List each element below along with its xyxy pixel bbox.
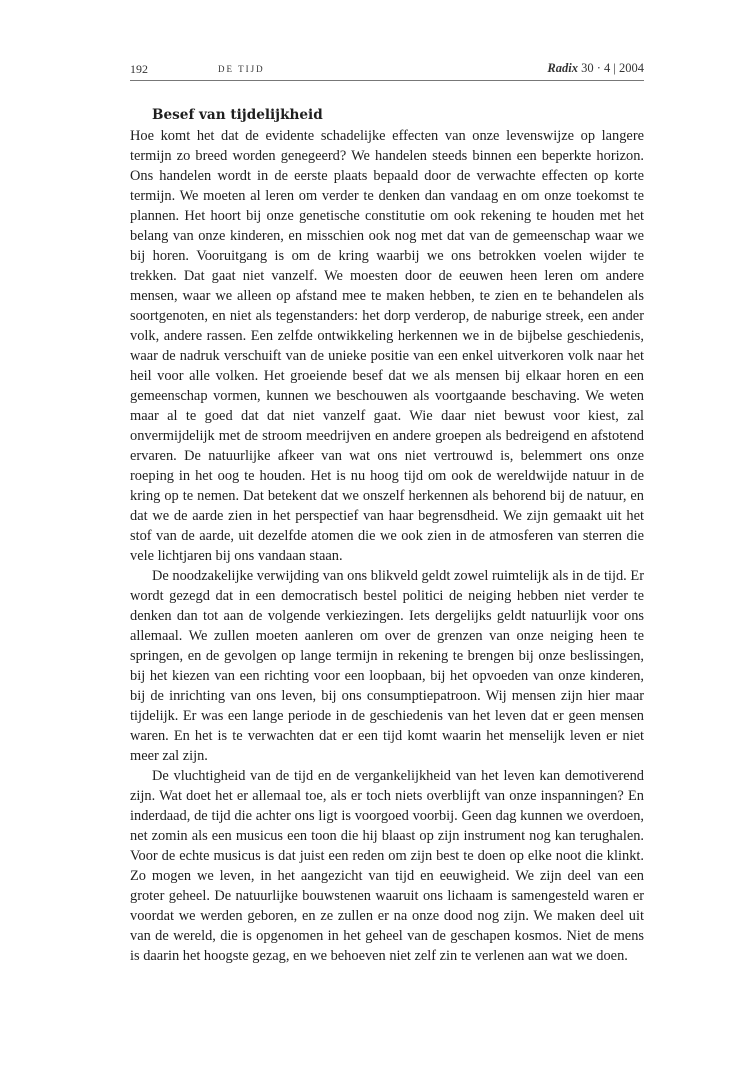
section-heading: Besef van tijdelijkheid [152, 107, 323, 123]
running-header [130, 60, 644, 81]
journal-issue: 30 · 4 | 2004 [577, 61, 644, 75]
journal-name: Radix [547, 61, 578, 75]
page-number: 192 [130, 62, 148, 76]
journal-citation [547, 61, 644, 76]
article-body [130, 104, 644, 966]
paragraph: De vluchtigheid van de tijd en de vergankelijkheid van het leven kan demotiverend zijn. Wat doet het er allemaal toe, als er toch niets overblijft van onze inspanningen? En inderdaad, de tijd die achter ons ligt is voorgoed voorbij. Geen dag kunnen we overdoen, net zomin als een musicus een toon die hij blaast op zijn instrument nog kan terughalen. Voor de echte musicus is dat juist een reden om zijn best te doen op elke noot die klinkt. Zo mogen we leven, in het aangezicht van tijd en eeuwigheid. We zijn deel van een groter geheel. De natuurlijke bouwstenen waaruit ons lichaam is samengesteld waren er voordat we werden geboren, en ze zullen er na onze dood nog zijn. We maken deel uit van de wereld, die is opgenomen in het geheel van de geschapen kosmos. Niet de mens is daarin het hoogste gezag, en we behoeven niet zelf zin te verlenen aan wat we doen. [130, 768, 644, 964]
section-title: DE TIJD [218, 64, 265, 74]
paragraph: Hoe komt het dat de evidente schadelijke effecten van onze levenswijze op langere termijn zo breed worden genegeerd? We handelen steeds binnen een beperkte horizon. Ons handelen wordt in de eerste plaats bepaald door de verwachte effecten op korte termijn. We moeten al leren om verder te denken dan vandaag en om onze toekomst te plannen. Het hoort bij onze genetische constitutie om ook rekening te houden met het belang van onze kinderen, en misschien ook nog met dat van de gemeenschap waar we bij horen. Vooruitgang is om de kring waarbij we ons betrokken voelen wijder te trekken. Dat gaat niet vanzelf. We moesten door de eeuwen heen leren om andere mensen, waar we alleen op afstand mee te maken hebben, te zien en te behandelen als soortgenoten, en niet als tegenstanders: het dorp verderop, de naburige streek, een ander volk, andere rassen. Een zelfde ontwikkeling herkennen we in de bijbelse geschiedenis, waar de nadruk verschuift van de unieke positie van een enkel uitverkoren volk naar het heil voor alle volken. Het groeiende besef dat we als mensen bij elkaar horen en een gemeenschap vormen, kunnen we beschouwen als voortgaande beschaving. We weten maar al te goed dat dat niet vanzelf gaat. Wie daar niet bewust voor kiest, zal onvermijdelijk met de stroom meedrijven en andere groepen als bedreigend en afstotend ervaren. De natuurlijke afkeer van wat ons niet vertrouwd is, belemmert ons onze roeping in het oog te houden. Het is nu hoog tijd om ook de wereldwijde natuur in de kring op te nemen. Dat betekent dat we onszelf herkennen als behorend bij de natuur, en dat we de aarde zien in het perspectief van haar begrensdheid. We zijn gemaakt uit het stof van de aarde, uit dezelfde atomen die we ook zien in de atmosferen van sterren die vele lichtjaren bij ons vandaan staan. [130, 128, 644, 564]
paragraph: De noodzakelijke verwijding van ons blikveld geldt zowel ruimtelijk als in de tijd. Er wordt gezegd dat in een democratisch bestel politici de neiging hebben niet verder te denken dan tot aan de volgende verkiezingen. Iets dergelijks geldt natuurlijk voor ons allemaal. We zullen moeten aanleren om over de grenzen van onze neiging heen te springen, en de gevolgen op lange termijn in rekening te brengen bij onze beslissingen, bij het kiezen van een richting voor een loopbaan, bij het opvoeden van onze kinderen, bij de inrichting van ons leven, bij ons consumptiepatroon. Wij mensen zijn hier maar tijdelijk. Er was een lange periode in de geschiedenis van het leven dat er geen mensen waren. En het is te verwachten dat er een tijd komt waarin het menselijk leven er niet meer zal zijn. [130, 568, 644, 764]
